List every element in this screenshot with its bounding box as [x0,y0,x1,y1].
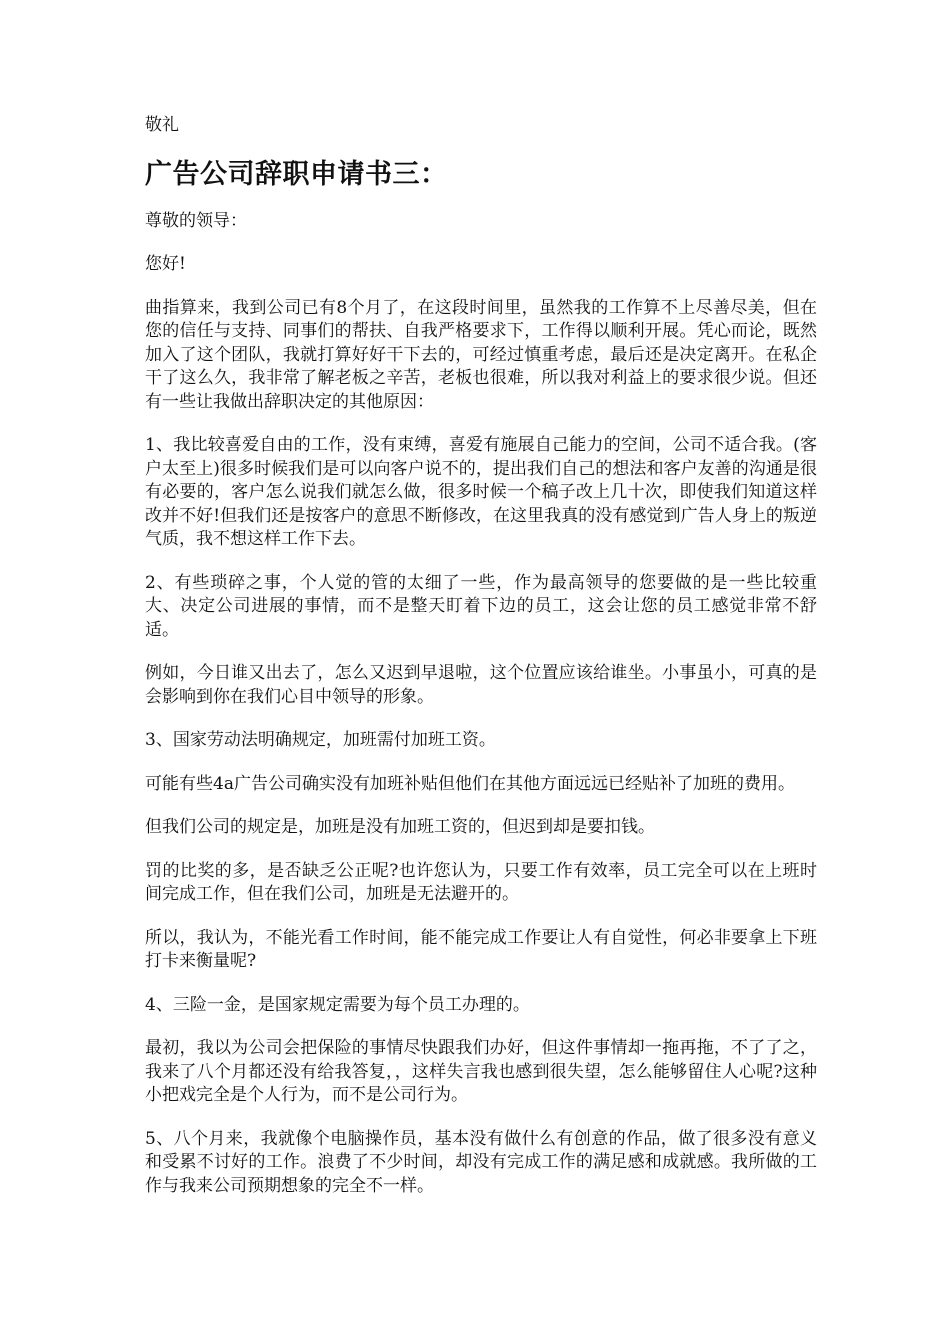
document-title: 广告公司辞职申请书三： [145,158,448,190]
paragraph-example: 例如，今日谁又出去了，怎么又迟到早退啦，这个位置应该给谁坐。小事虽小，可真的是会影响到你在我们心目中领导的形象。 [145,663,817,707]
paragraph-4a-agencies: 可能有些4a广告公司确实没有加班补贴但他们在其他方面远远已经贴补了加班的费用。 [145,773,795,794]
paragraph-reason-3: 3、国家劳动法明确规定，加班需付加班工资。 [145,730,496,750]
document-body [145,114,817,1218]
paragraph-reason-4: 4、三险一金，是国家规定需要为每个员工办理的。 [145,994,530,1015]
greeting-line: 尊敬的领导： [145,210,247,231]
greeting-hello: 您好! [145,254,186,274]
paragraph-insurance: 最初，我以为公司会把保险的事情尽快跟我们办好，但这件事情却一拖再拖，不了了之，我来了八个月都还没有给我答复，，这样失言我也感到很失望，怎么能够留住人心呢?这种小把戏完全是个人行为，而不是公司行为。 [145,1038,817,1105]
closing-salutation: 敬礼 [145,115,179,135]
paragraph-reason-1: 1、我比较喜爱自由的工作，没有束缚，喜爱有施展自己能力的空间，公司不适合我。(客户太至上)很多时候我们是可以向客户说不的，提出我们自己的想法和客户友善的沟通是很有必要的，客户怎么说我们就怎么做，很多时候一个稿子改上几十次，即使我们知道这样改并不好!但我们还是按客户的意思不断修改，在这里我真的没有感觉到广告人身上的叛逆气质，我不想这样工作下去。 [145,435,817,549]
paragraph-intro: 曲指算来，我到公司已有8个月了，在这段时间里，虽然我的工作算不上尽善尽美，但在您的信任与支持、同事们的帮扶、自我严格要求下，工作得以顺利开展。凭心而论，既然加入了这个团队，我就打算好好干下去的，可经过慎重考虑，最后还是决定离开。在私企干了这么久，我非常了解老板之辛苦，老板也很难，所以我对利益上的要求很少说。但还有一些让我做出辞职决定的其他原因： [145,297,817,412]
paragraph-reason-2: 2、有些琐碎之事，个人觉的管的太细了一些，作为最高领导的您要做的是一些比较重大、决定公司进展的事情，而不是整天盯着下边的员工，这会让您的员工感觉非常不舒适。 [145,572,817,640]
paragraph-company-rule: 但我们公司的规定是，加班是没有加班工资的，但迟到却是要扣钱。 [145,817,655,837]
paragraph-clock-in: 所以，我认为，不能光看工作时间，能不能完成工作要让人有自觉性，何必非要拿上下班打卡来衡量呢? [145,927,817,971]
paragraph-fairness: 罚的比奖的多，是否缺乏公正呢?也许您认为，只要工作有效率，员工完全可以在上班时间完成工作，但在我们公司，加班是无法避开的。 [145,860,817,904]
paragraph-reason-5: 5、八个月来，我就像个电脑操作员，基本没有做什么有创意的作品，做了很多没有意义和受累不讨好的工作。浪费了不少时间，却没有完成工作的满足感和成就感。我所做的工作与我来公司预期想象的完全不一样。 [145,1128,817,1196]
